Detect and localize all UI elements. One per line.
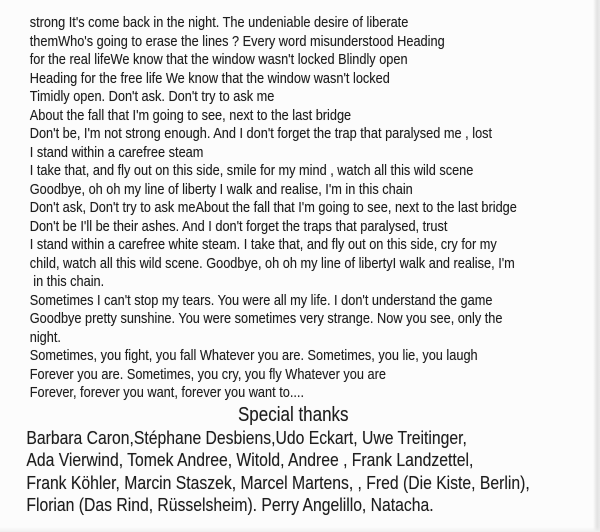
special-thanks-title: Special thanks bbox=[237, 403, 349, 426]
lyrics-line: Don't be, I'm not strong enough. And I don't forget the trap that paralysed me , lost bbox=[29, 125, 493, 142]
lyrics-line: Goodbye, oh oh my line of liberty I walk and realise, I'm in this chain bbox=[29, 180, 413, 198]
lyrics-line: child, watch all this wild scene. Goodbye, oh oh my line of libertyI walk and realise, I'm bbox=[29, 254, 515, 272]
lyrics-line: Sometimes, you fight, you fall Whatever you are. Sometimes, you lie, you laugh bbox=[29, 347, 478, 364]
lyrics-line: in this chain. bbox=[29, 273, 105, 290]
lyrics-line: Timidly open. Don't ask. Don't try to ask me bbox=[29, 88, 275, 105]
lyrics-line: Forever you are. Sometimes, you cry, you fly Whatever you are bbox=[29, 365, 386, 383]
special-thanks-line: Barbara Caron,Stéphane Desbiens,Udo Eckart, Uwe Treitinger, bbox=[26, 426, 467, 448]
special-thanks-line: Florian (Das Rind, Rüsselsheim). Perry Angelillo, Natacha. bbox=[26, 494, 434, 515]
lyrics-line: Don't ask, Don't try to ask meAbout the fall that I'm going to see, next to the last bridge bbox=[29, 199, 517, 216]
lyrics-line: Goodbye pretty sunshine. You were sometimes very strange. Now you see, only the bbox=[29, 310, 503, 327]
special-thanks-line: Frank Köhler, Marcin Staszek, Marcel Martens, , Fred (Die Kiste, Berlin), bbox=[26, 471, 530, 493]
lyrics-line: Forever, forever you want, forever you want to.... bbox=[29, 384, 305, 401]
scan-bottom-edge-shade bbox=[0, 527, 600, 532]
special-thanks-line: Ada Vierwind, Tomek Andree, Witold, Andree , Frank Landzettel, bbox=[26, 449, 474, 470]
lyrics-line: strong It's come back in the night. The undeniable desire of liberate bbox=[29, 14, 409, 31]
lyrics-line: Don't be I'll be their ashes. And I don't forget the traps that paralysed, trust bbox=[29, 217, 448, 235]
lyrics-block bbox=[30, 14, 600, 403]
scan-right-edge-shade bbox=[593, 0, 600, 532]
lyrics-line: Sometimes I can't stop my tears. You were all my life. I don't understand the game bbox=[29, 291, 493, 309]
lyrics-line: night. bbox=[29, 328, 61, 346]
lyrics-line: I take that, and fly out on this side, smile for my mind , watch all this wild scene bbox=[29, 162, 474, 179]
lyrics-line: I stand within a carefree steam bbox=[29, 143, 204, 161]
lyrics-line: About the fall that I'm going to see, next to the last bridge bbox=[29, 106, 352, 124]
lyrics-line: themWho's going to erase the lines ? Every word misunderstood Heading bbox=[29, 32, 445, 50]
lyrics-line: Heading for the free life We know that the window wasn't locked bbox=[29, 69, 390, 87]
lyrics-line: for the real lifeWe know that the window wasn't locked Blindly open bbox=[29, 51, 408, 68]
special-thanks-block bbox=[26, 403, 600, 517]
lyrics-line: I stand within a carefree white steam. I take that, and fly out on this side, cry for my bbox=[29, 236, 497, 253]
